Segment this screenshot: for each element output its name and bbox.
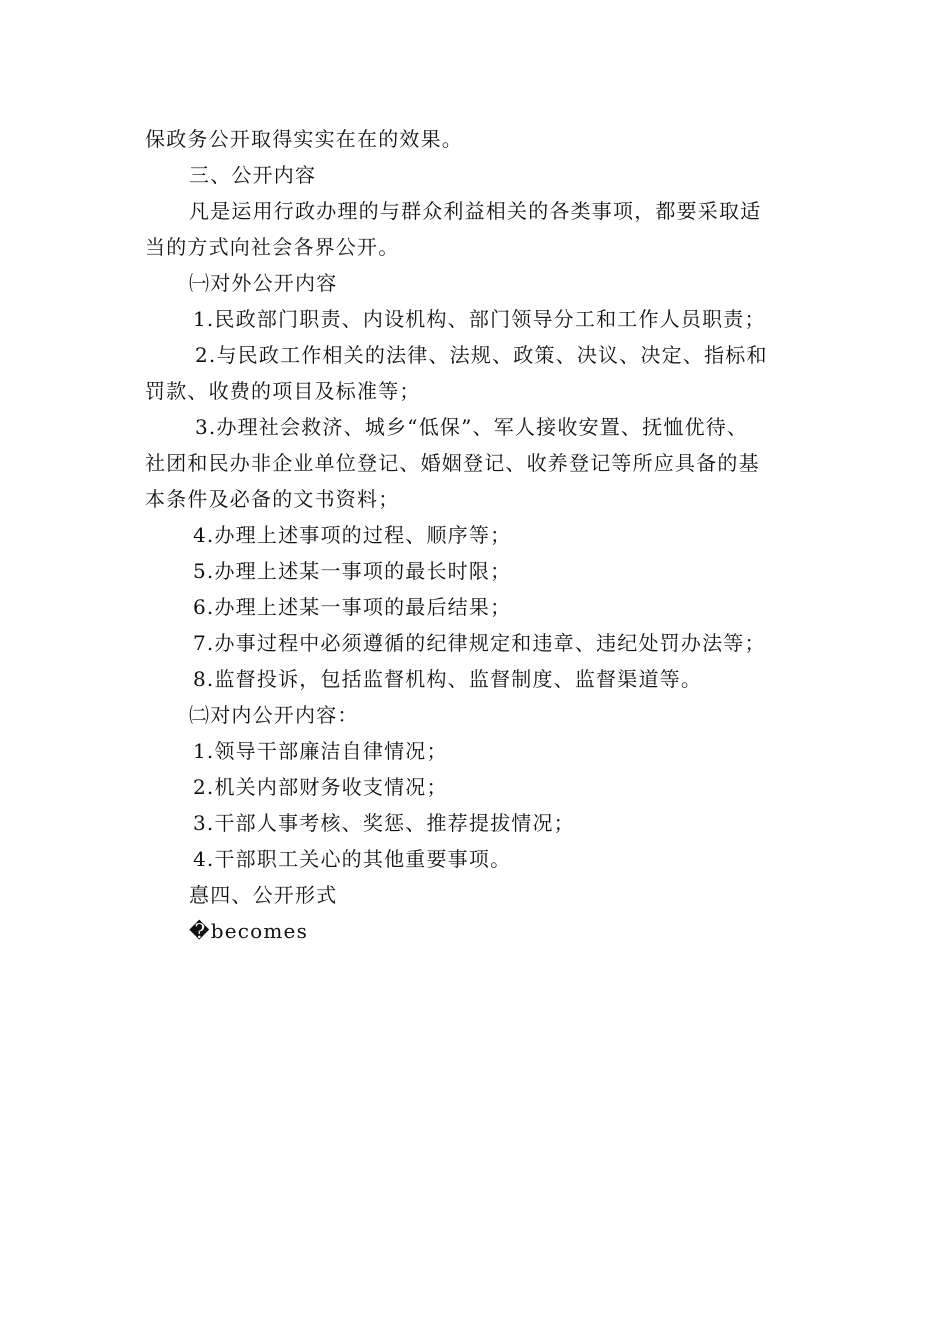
subsection-heading: ㈡对内公开内容： [189,703,359,727]
text-line: 保政务公开取得实实在在的效果。 [145,127,463,151]
list-item: 2.机关内部财务收支情况； [193,775,448,799]
list-item: 5.办理上述某一事项的最长时限； [193,559,512,583]
document-body [145,121,815,949]
list-item: 4.干部职工关心的其他重要事项。 [193,847,512,871]
list-item: 2.与民政工作相关的法律、法规、政策、决议、决定、指标和 [195,343,768,367]
list-item: 6.办理上述某一事项的最后结果； [193,595,512,619]
list-item: 4.办理上述事项的过程、顺序等； [193,523,512,547]
text-line: 当的方式向社会各界公开。 [145,235,400,259]
subsection-heading: ㈠对外公开内容 [189,271,338,295]
list-item: 1.民政部门职责、内设机构、部门领导分工和工作人员职责； [193,307,766,331]
list-item: 8.监督投诉，包括监督机构、监督制度、监督渠道等。 [193,667,703,691]
subsection-heading: �becomes [189,919,309,943]
section-heading: 三、公开内容 [189,163,317,187]
text-line: 罚款、收费的项目及标准等； [145,379,421,403]
list-item: 1.领导干部廉洁自律情况； [193,739,448,763]
list-item: 7.办事过程中必须遵循的纪律规定和违章、违纪处罚办法等； [193,631,766,655]
list-item: 3.办理社会救济、城乡“低保”、军人接收安置、抚恤优待、 [195,415,749,439]
list-item: 3.干部人事考核、奖惩、推荐提拔情况； [193,811,575,835]
text-line: 本条件及必备的文书资料； [145,487,400,511]
text-line: 社团和民办非企业单位登记、婚姻登记、收养登记等所应具备的基 [145,451,760,475]
text-line: 凡是运用行政办理的与群众利益相关的各类事项，都要采取适 [189,199,762,223]
section-heading: 惪四、公开形式 [189,883,338,907]
